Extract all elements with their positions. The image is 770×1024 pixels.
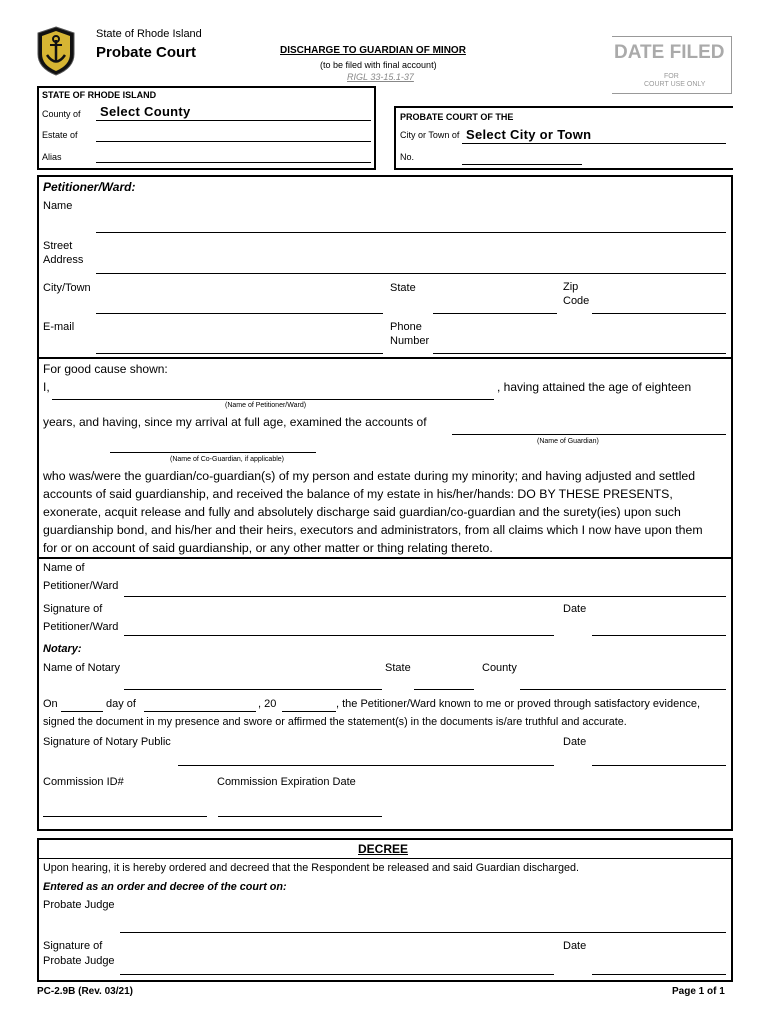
decree-text: Upon hearing, it is hereby ordered and decreed that the Respondent be released and said Guardian discharged. [43,862,580,874]
case-number-label: No. [400,152,415,162]
notary-state-field[interactable] [414,689,474,690]
notary-heading: Notary: [43,643,82,655]
rhode-island-seal [36,26,76,76]
email-label: E-mail [43,321,75,333]
date-filed-label: DATE FILED [614,42,725,63]
notary-county-label: County [482,662,517,674]
notary-county-field[interactable] [520,689,726,690]
entered-as-order-text: Entered as an order and decree of the court on: [43,881,287,893]
estate-field[interactable] [96,141,371,142]
court-use-label-1: FOR [664,73,679,80]
petitioner-name-label: Name [43,200,73,212]
commission-id-field[interactable] [43,816,207,817]
county-select[interactable]: Select County [100,104,191,119]
city-label: City/Town [43,282,91,294]
city-town-label: City or Town of [400,130,460,140]
section-divider [37,557,733,559]
form-subtitle: (to be filed with final account) [320,60,437,70]
judge-date-label: Date [563,940,587,952]
phone-label-1: Phone [390,321,422,333]
commission-expiration-field[interactable] [218,816,382,817]
notary-signature-label: Signature of Notary Public [43,736,171,748]
decree-heading: DECREE [358,842,409,856]
petitioner-printed-name-field[interactable] [124,596,726,597]
release-body-line-2: accounts of said guardianship, and received the balance of my estate in his/her/hands: DO BY THESE PRESENTS, [43,487,673,501]
estate-label: Estate of [42,130,78,140]
name-of-petitioner-caption: (Name of Petitioner/Ward) [225,402,307,409]
state-label: State [390,282,416,294]
petitioner-ward-name-field[interactable] [52,399,494,400]
commission-id-label: Commission ID# [43,776,124,788]
month-field[interactable] [144,711,256,712]
probate-judge-field[interactable] [120,932,726,933]
notary-state-label: State [385,662,411,674]
co-guardian-name-field[interactable] [110,452,316,453]
section-divider [37,357,733,359]
alias-field[interactable] [96,162,371,163]
petitioner-signature-date-field[interactable] [592,635,726,636]
petitioner-heading: Petitioner/Ward: [43,180,136,194]
notary-signature-field[interactable] [178,765,554,766]
judge-signature-field[interactable] [120,974,554,975]
county-line [96,120,371,121]
alias-label: Alias [42,152,62,162]
decree-box [37,838,733,982]
release-body-line-4: guardianship bond, and his/her and their heirs, executors and administrators, from all claims which I now have upon them [43,523,703,537]
notary-date-label: Date [563,736,587,748]
signature-of-label-1: Signature of [43,603,103,615]
signature-of-label-2: Petitioner/Ward [43,621,119,633]
probate-court-heading: PROBATE COURT OF THE [400,112,514,122]
release-body-line-3: exonerate, acquit release and fully and absolutely discharge said guardian/co-guardian and the surety(ies) upon such [43,505,681,519]
city-town-select[interactable]: Select City or Town [466,127,592,142]
year-prefix-label: , 20 [258,698,277,710]
state-name: State of Rhode Island [96,28,202,40]
name-of-label-2: Petitioner/Ward [43,580,119,592]
street-address-field[interactable] [96,273,726,274]
form-number: PC-2.9B (Rev. 03/21) [37,986,133,997]
page-number: Page 1 of 1 [672,986,725,997]
county-label: County of [42,109,81,119]
name-of-co-guardian-caption: (Name of Co-Guardian, if applicable) [170,456,284,463]
probate-judge-label: Probate Judge [43,899,115,911]
release-body-line-5: for or on account of said guardianship, or any other matter or thing relating thereto. [43,541,493,555]
phone-label-2: Number [390,335,430,347]
name-of-label-1: Name of [43,562,85,574]
court-name: Probate Court [96,44,197,61]
petitioner-signature-field[interactable] [124,635,554,636]
form-title: DISCHARGE TO GUARDIAN OF MINOR [280,45,466,56]
street-label-1: Street [43,240,73,252]
zip-label-1: Zip [563,281,579,293]
judge-date-field[interactable] [592,974,726,975]
decree-heading-divider [37,858,733,859]
state-of-ri-heading: STATE OF RHODE ISLAND [42,90,157,100]
age-text: , having attained the age of eighteen [497,380,692,394]
city-town-line [462,143,726,144]
phone-field[interactable] [433,353,726,354]
state-field[interactable] [433,313,557,314]
city-field[interactable] [96,313,383,314]
day-of-label: day of [106,698,136,710]
zip-field[interactable] [592,313,726,314]
notary-date-field[interactable] [592,765,726,766]
court-use-label-2: COURT USE ONLY [644,81,706,88]
email-field[interactable] [96,353,383,354]
year-field[interactable] [282,711,336,712]
notary-name-label: Name of Notary [43,662,121,674]
known-to-me-text: , the Petitioner/Ward known to me or proved through satisfactory evidence, [336,698,700,710]
day-field[interactable] [61,711,103,712]
statute-reference: RIGL 33-15.1-37 [347,72,414,82]
guardian-name-field[interactable] [452,434,726,435]
years-text: years, and having, since my arrival at full age, examined the accounts of [43,415,427,429]
street-label-2: Address [43,254,84,266]
signed-presence-text: signed the document in my presence and swore or affirmed the statement(s) in the documents is/are truthful and accurate. [43,716,627,728]
on-label: On [43,698,58,710]
notary-name-field[interactable] [124,689,382,690]
good-cause-label: For good cause shown: [43,362,168,376]
case-number-field[interactable] [462,164,582,165]
i-label: I, [43,380,50,394]
release-body-line-1: who was/were the guardian/co-guardian(s) of my person and estate during my minority; and having adjusted and settled [43,469,696,483]
zip-label-2: Code [563,295,590,307]
commission-expiration-label: Commission Expiration Date [217,776,356,788]
name-of-guardian-caption: (Name of Guardian) [537,438,599,445]
signature-date-label: Date [563,603,587,615]
judge-signature-label-1: Signature of [43,940,103,952]
judge-signature-label-2: Probate Judge [43,955,115,967]
petitioner-name-field[interactable] [96,232,726,233]
